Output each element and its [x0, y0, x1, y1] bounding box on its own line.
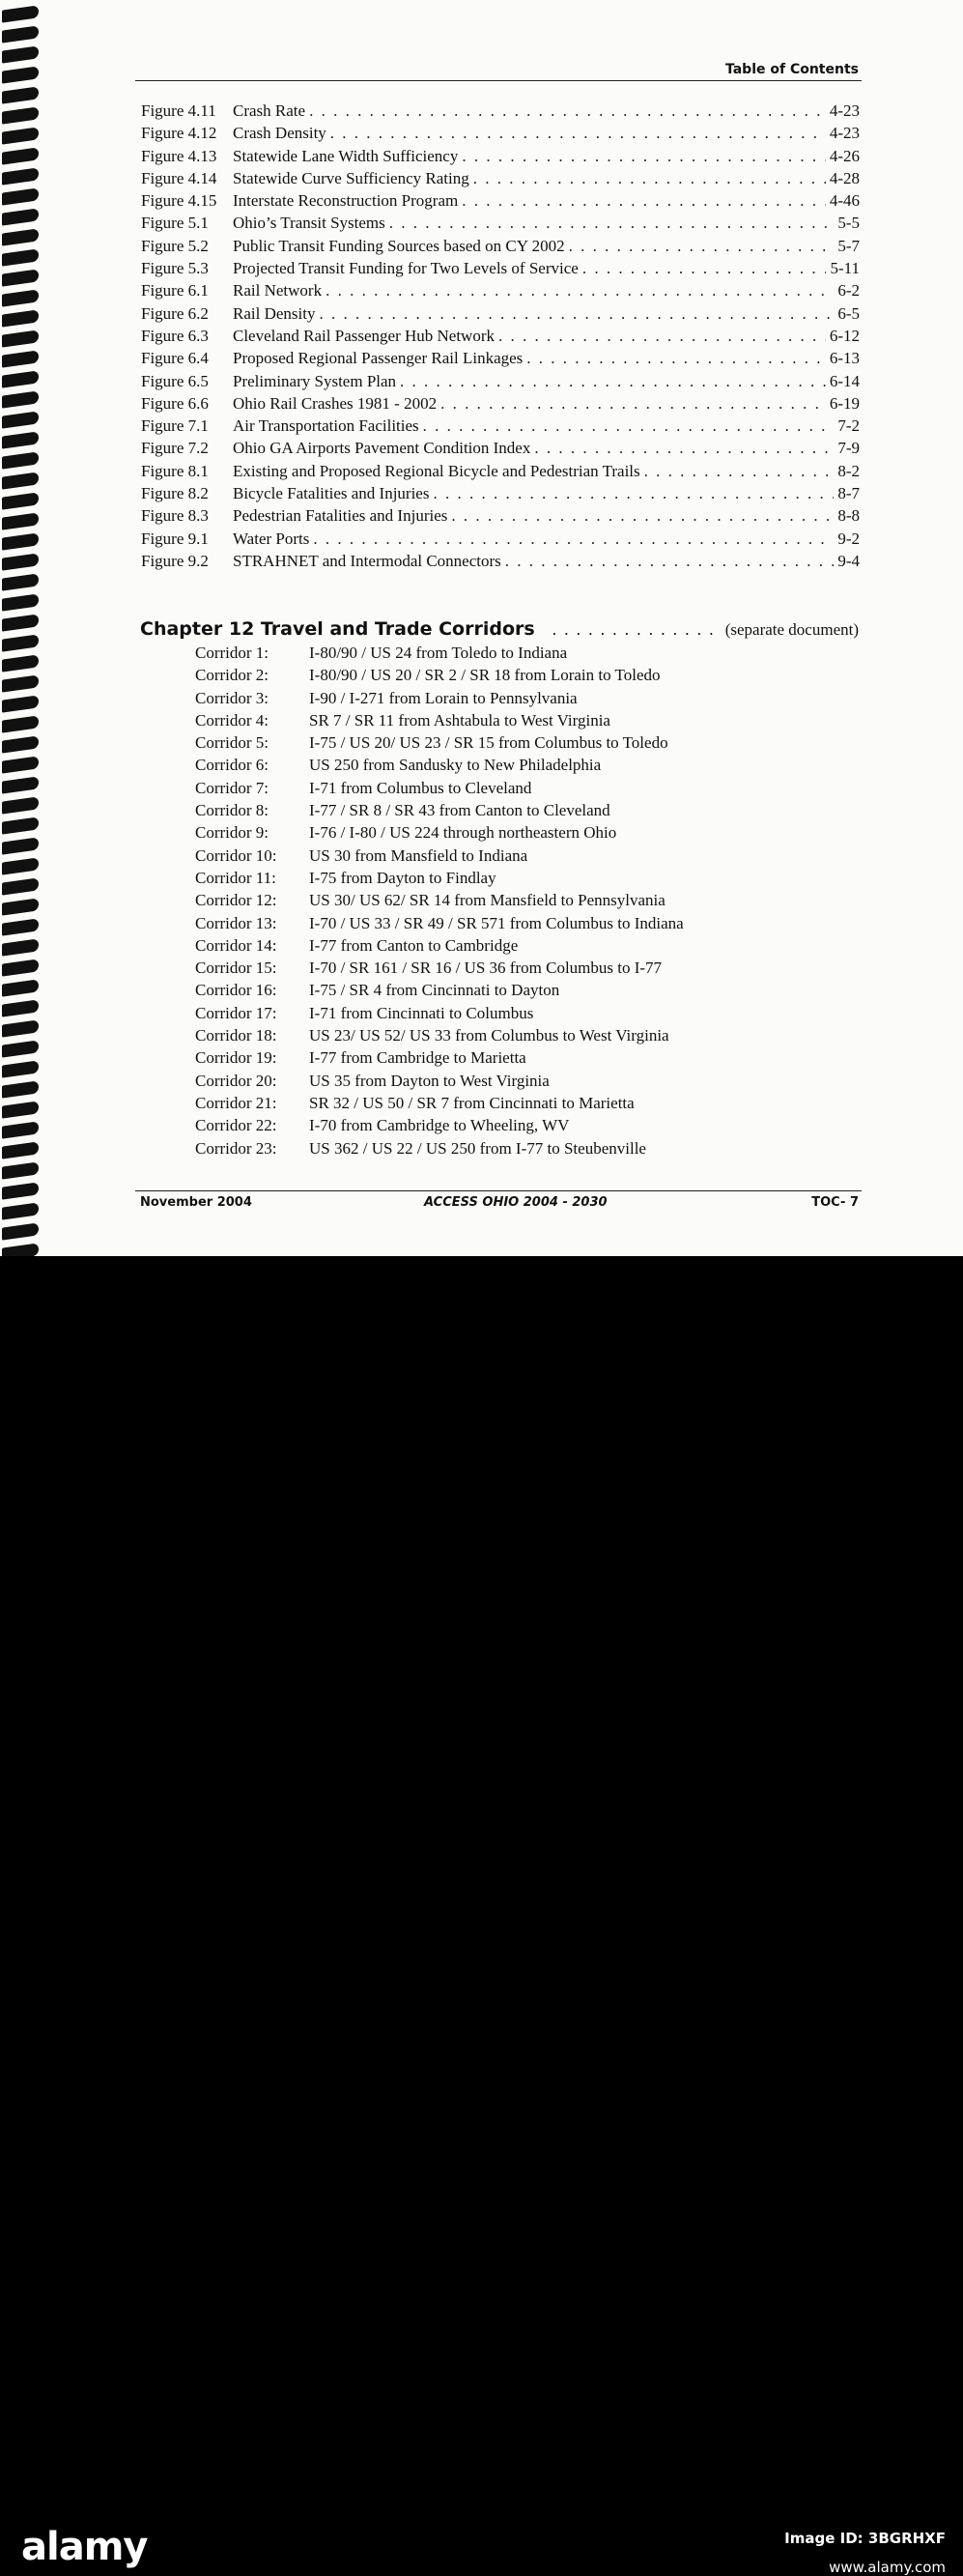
corridor-label: Corridor 1:: [195, 644, 269, 662]
footer-page-number: TOC- 7: [811, 1195, 859, 1210]
binding-coil: [2, 959, 39, 976]
corridor-label: Corridor 20:: [195, 1071, 277, 1090]
corridor-label: Corridor 22:: [195, 1116, 277, 1135]
figure-number: Figure 6.2: [141, 303, 209, 323]
binding-coil: [2, 1182, 39, 1199]
corridor-description: I-77 from Cambridge to Marietta: [309, 1048, 526, 1068]
binding-coil: [2, 816, 39, 834]
watermark-image-id: Image ID: 3BGRHXF: [784, 2530, 946, 2547]
figure-entry: [141, 530, 860, 552]
leader-dots: [534, 439, 834, 458]
binding-coil: [2, 472, 39, 489]
binding-coil: [2, 1121, 39, 1138]
binding-coil: [2, 837, 39, 854]
spiral-binding: [0, 0, 44, 1256]
corridor-entry: [195, 1048, 684, 1071]
figure-entry: [141, 169, 860, 191]
chapter-entry: [140, 618, 859, 640]
leader-dots: [462, 191, 826, 211]
corridor-entry: [195, 959, 684, 981]
figure-number: Figure 9.2: [141, 551, 209, 570]
figure-number: Figure 6.6: [141, 393, 209, 413]
corridor-label: Corridor 6:: [195, 756, 269, 775]
binding-coil: [2, 1101, 39, 1118]
binding-coil: [2, 1040, 39, 1057]
figure-title: Rail Network: [233, 281, 323, 301]
binding-coil: [2, 350, 39, 367]
corridor-entry: [195, 914, 684, 936]
figure-entry: [141, 484, 860, 506]
corridor-description: I-75 from Dayton to Findlay: [309, 868, 496, 887]
watermark-url: www.alamy.com: [829, 2559, 946, 2576]
leader-dots: [330, 124, 826, 143]
corridor-label: Corridor 11:: [195, 868, 276, 887]
corridor-label: Corridor 2:: [195, 666, 269, 685]
binding-coil: [2, 674, 39, 692]
corridor-entry: [195, 846, 684, 869]
figure-title: Statewide Lane Width Sufficiency: [233, 146, 459, 165]
figure-entry: [141, 191, 860, 214]
corridor-label: Corridor 14:: [195, 935, 277, 955]
binding-coil: [2, 593, 39, 611]
corridor-list: [195, 644, 684, 1161]
corridor-entry: [195, 689, 684, 711]
figure-page: 5-5: [837, 214, 860, 233]
figure-title: Bicycle Fatalities and Injuries: [233, 484, 430, 503]
binding-coil: [2, 695, 39, 712]
figure-page: 4-46: [829, 191, 860, 211]
corridor-label: Corridor 9:: [195, 823, 269, 843]
figure-entry: [141, 462, 860, 484]
leader-dots: [326, 281, 834, 301]
leader-dots: [433, 484, 834, 503]
binding-coil: [2, 532, 39, 550]
binding-coil: [2, 918, 39, 935]
chapter-note: (separate document): [724, 620, 859, 639]
binding-coil: [2, 857, 39, 874]
watermark-bar: [0, 1256, 963, 2576]
figure-title: Air Transportation Facilities: [233, 416, 419, 436]
corridor-description: I-70 from Cambridge to Wheeling, WV: [309, 1116, 570, 1135]
binding-coil: [2, 553, 39, 570]
corridor-entry: [195, 666, 684, 688]
figure-title: Statewide Curve Sufficiency Rating: [233, 168, 469, 187]
corridor-description: US 30 from Mansfield to Indiana: [309, 845, 528, 865]
corridor-entry: [195, 891, 684, 913]
leader-dots: [319, 304, 834, 324]
leader-dots: [498, 327, 826, 346]
binding-coil: [2, 289, 39, 306]
corridor-label: Corridor 3:: [195, 688, 269, 707]
figure-page: 6-2: [837, 281, 860, 301]
corridor-entry: [195, 869, 684, 891]
corridor-label: Corridor 16:: [195, 981, 277, 1000]
figure-title: Pedestrian Fatalities and Injuries: [233, 506, 448, 526]
corridor-entry: [195, 1026, 684, 1048]
figure-entry: [141, 101, 860, 124]
corridor-entry: [195, 711, 684, 733]
figure-page: 5-11: [830, 259, 860, 278]
binding-coil: [2, 431, 39, 448]
chapter-title: Chapter 12 Travel and Trade Corridors: [140, 618, 535, 640]
corridor-entry: [195, 644, 684, 666]
leader-dots: [569, 237, 835, 256]
corridor-description: I-75 / US 20/ US 23 / SR 15 from Columbus to Toledo: [309, 733, 668, 753]
binding-coil: [2, 187, 39, 205]
figure-entry: [141, 147, 860, 169]
corridor-entry: [195, 779, 684, 801]
figure-title: Cleveland Rail Passenger Hub Network: [233, 326, 495, 345]
binding-coil: [2, 1243, 39, 1256]
corridor-description: I-70 / SR 161 / SR 16 / US 36 from Columbus to I-77: [309, 959, 663, 978]
figure-page: 6-5: [837, 303, 860, 323]
figure-entry: [141, 372, 860, 394]
leader-dots: [389, 214, 835, 233]
binding-coil: [2, 776, 39, 793]
corridor-label: Corridor 18:: [195, 1026, 277, 1045]
figure-number: Figure 5.1: [141, 214, 209, 233]
binding-coil: [2, 634, 39, 651]
figure-entry: [141, 124, 860, 146]
corridor-entry: [195, 1072, 684, 1094]
binding-coil: [2, 715, 39, 732]
figure-page: 4-23: [829, 124, 860, 143]
binding-coil: [2, 1141, 39, 1159]
corridor-label: Corridor 7:: [195, 778, 269, 797]
binding-coil: [2, 1060, 39, 1077]
figure-title: Crash Density: [233, 124, 326, 143]
leader-dots: [440, 394, 826, 414]
binding-coil: [2, 938, 39, 956]
figure-number: Figure 9.1: [141, 529, 209, 548]
corridor-label: Corridor 10:: [195, 845, 277, 865]
figure-number: Figure 8.1: [141, 461, 209, 480]
figure-number: Figure 4.15: [141, 191, 217, 211]
binding-coil: [2, 1080, 39, 1098]
figure-list: [141, 101, 860, 574]
binding-coil: [2, 1019, 39, 1037]
figure-entry: [141, 506, 860, 529]
figure-title: Preliminary System Plan: [233, 371, 397, 390]
figure-number: Figure 7.1: [141, 416, 209, 436]
leader-dots: [644, 462, 835, 481]
corridor-description: SR 32 / US 50 / SR 7 from Cincinnati to Marietta: [309, 1093, 635, 1112]
corridor-description: I-77 from Canton to Cambridge: [309, 935, 519, 955]
corridor-description: I-80/90 / US 20 / SR 2 / SR 18 from Lorain to Toledo: [309, 666, 661, 685]
corridor-description: SR 7 / SR 11 from Ashtabula to West Virginia: [309, 710, 610, 730]
figure-title: Rail Density: [233, 303, 316, 323]
binding-coil: [2, 654, 39, 672]
figure-number: Figure 6.5: [141, 371, 209, 390]
figure-title: Water Ports: [233, 529, 310, 548]
binding-coil: [2, 735, 39, 753]
watermark-logo: alamy: [21, 2525, 148, 2569]
header-rule: [135, 80, 862, 81]
figure-title: Public Transit Funding Sources based on CY 2002: [233, 236, 565, 255]
figure-page: 9-2: [837, 529, 860, 548]
binding-coil: [2, 614, 39, 631]
leader-dots: [462, 147, 826, 166]
corridor-entry: [195, 1139, 684, 1161]
figure-entry: [141, 304, 860, 327]
leader-dots: [526, 349, 826, 368]
binding-coil: [2, 877, 39, 895]
figure-number: Figure 5.3: [141, 259, 209, 278]
corridor-label: Corridor 21:: [195, 1093, 277, 1112]
corridor-entry: [195, 936, 684, 959]
figure-page: 7-9: [837, 439, 860, 458]
binding-coil: [2, 248, 39, 266]
figure-page: 6-13: [829, 349, 860, 368]
binding-coil: [2, 269, 39, 286]
figure-number: Figure 4.11: [141, 101, 216, 120]
figure-title: Ohio Rail Crashes 1981 - 2002: [233, 393, 438, 413]
leader-dots: [309, 101, 826, 121]
figure-number: Figure 4.13: [141, 146, 217, 165]
binding-coil: [2, 390, 39, 408]
binding-coil: [2, 45, 39, 63]
corridor-description: US 30/ US 62/ SR 14 from Mansfield to Pennsylvania: [309, 891, 666, 910]
corridor-description: US 23/ US 52/ US 33 from Columbus to West Virginia: [309, 1026, 669, 1045]
figure-page: 4-28: [829, 168, 860, 187]
corridor-label: Corridor 8:: [195, 801, 269, 820]
figure-page: 8-7: [837, 484, 860, 503]
binding-coil: [2, 370, 39, 387]
binding-coil: [2, 127, 39, 144]
figure-number: Figure 8.3: [141, 506, 209, 526]
figure-entry: [141, 394, 860, 416]
binding-coil: [2, 1222, 39, 1240]
figure-page: 4-26: [829, 146, 860, 165]
binding-coil: [2, 309, 39, 327]
corridor-label: Corridor 23:: [195, 1138, 277, 1158]
figure-number: Figure 6.4: [141, 349, 209, 368]
binding-coil: [2, 208, 39, 225]
binding-coil: [2, 492, 39, 509]
corridor-description: US 250 from Sandusky to New Philadelphia: [309, 756, 602, 775]
corridor-entry: [195, 1094, 684, 1116]
figure-page: 6-14: [829, 371, 860, 390]
leader-dots: [451, 506, 834, 526]
corridor-label: Corridor 13:: [195, 913, 277, 932]
corridor-entry: [195, 1116, 684, 1138]
corridor-description: I-75 / SR 4 from Cincinnati to Dayton: [309, 981, 560, 1000]
binding-coil: [2, 451, 39, 469]
corridor-entry: [195, 801, 684, 823]
corridor-entry: [195, 733, 684, 756]
binding-coil: [2, 1202, 39, 1219]
running-header: Table of Contents: [724, 62, 859, 77]
corridor-description: I-71 from Cincinnati to Columbus: [309, 1003, 534, 1022]
figure-title: Ohio’s Transit Systems: [233, 214, 385, 233]
binding-coil: [2, 147, 39, 164]
figure-page: 8-8: [837, 506, 860, 526]
leader-dots: [313, 530, 834, 549]
figure-entry: [141, 552, 860, 574]
leader-dots: [473, 169, 826, 188]
figure-entry: [141, 237, 860, 259]
figure-title: Ohio GA Airports Pavement Condition Index: [233, 439, 531, 458]
binding-coil: [2, 1161, 39, 1179]
figure-title: Crash Rate: [233, 101, 306, 120]
figure-title: Interstate Reconstruction Program: [233, 191, 459, 211]
leader-dots: [423, 416, 835, 436]
figure-number: Figure 8.2: [141, 484, 209, 503]
binding-coil: [2, 329, 39, 347]
corridor-entry: [195, 1004, 684, 1026]
figure-entry: [141, 349, 860, 371]
figure-title: Existing and Proposed Regional Bicycle and Pedestrian Trails: [233, 461, 640, 480]
binding-coil: [2, 796, 39, 814]
leader-dots: [552, 620, 722, 640]
figure-number: Figure 7.2: [141, 439, 209, 458]
binding-coil: [2, 512, 39, 530]
corridor-entry: [195, 823, 684, 845]
footer-doc-title: ACCESS OHIO 2004 - 2030: [424, 1195, 608, 1210]
figure-number: Figure 4.12: [141, 124, 217, 143]
figure-entry: [141, 416, 860, 439]
document-page: [0, 0, 963, 1256]
binding-coil: [2, 573, 39, 590]
corridor-description: I-77 / SR 8 / SR 43 from Canton to Cleveland: [309, 801, 610, 820]
figure-page: 5-7: [837, 236, 860, 255]
figure-entry: [141, 281, 860, 303]
binding-coil: [2, 999, 39, 1016]
leader-dots: [505, 552, 835, 571]
corridor-label: Corridor 15:: [195, 959, 277, 978]
corridor-label: Corridor 5:: [195, 733, 269, 753]
corridor-label: Corridor 17:: [195, 1003, 277, 1022]
figure-page: 9-4: [837, 551, 860, 570]
binding-coil: [2, 86, 39, 103]
footer-date: November 2004: [140, 1195, 252, 1210]
corridor-label: Corridor 19:: [195, 1048, 277, 1068]
figure-entry: [141, 259, 860, 281]
figure-number: Figure 6.1: [141, 281, 209, 301]
footer-rule: [135, 1190, 862, 1191]
figure-title: Projected Transit Funding for Two Levels of Service: [233, 259, 579, 278]
binding-coil: [2, 411, 39, 428]
corridor-entry: [195, 981, 684, 1003]
corridor-label: Corridor 12:: [195, 891, 277, 910]
figure-title: STRAHNET and Intermodal Connectors: [233, 551, 501, 570]
figure-entry: [141, 439, 860, 461]
binding-coil: [2, 25, 39, 43]
binding-coil: [2, 756, 39, 773]
corridor-description: I-71 from Columbus to Cleveland: [309, 778, 532, 797]
binding-coil: [2, 5, 39, 22]
corridor-description: I-80/90 / US 24 from Toledo to Indiana: [309, 644, 568, 662]
figure-page: 6-19: [829, 393, 860, 413]
figure-number: Figure 6.3: [141, 326, 209, 345]
corridor-description: I-90 / I-271 from Lorain to Pennsylvania: [309, 688, 578, 707]
binding-coil: [2, 106, 39, 124]
figure-entry: [141, 327, 860, 349]
binding-coil: [2, 228, 39, 245]
figure-page: 7-2: [837, 416, 860, 436]
binding-coil: [2, 167, 39, 185]
corridor-description: I-76 / I-80 / US 224 through northeastern Ohio: [309, 823, 617, 843]
figure-number: Figure 5.2: [141, 236, 209, 255]
binding-coil: [2, 66, 39, 83]
figure-title: Proposed Regional Passenger Rail Linkages: [233, 349, 524, 368]
corridor-description: US 362 / US 22 / US 250 from I-77 to Steubenville: [309, 1138, 646, 1158]
leader-dots: [400, 372, 826, 391]
binding-coil: [2, 898, 39, 915]
corridor-label: Corridor 4:: [195, 710, 269, 730]
figure-page: 6-12: [829, 326, 860, 345]
corridor-entry: [195, 756, 684, 778]
corridor-description: I-70 / US 33 / SR 49 / SR 571 from Columbus to Indiana: [309, 913, 684, 932]
figure-entry: [141, 214, 860, 236]
leader-dots: [582, 259, 827, 278]
figure-number: Figure 4.14: [141, 168, 217, 187]
figure-page: 8-2: [837, 461, 860, 480]
corridor-description: US 35 from Dayton to West Virginia: [309, 1071, 550, 1090]
binding-coil: [2, 979, 39, 996]
figure-page: 4-23: [829, 101, 860, 120]
